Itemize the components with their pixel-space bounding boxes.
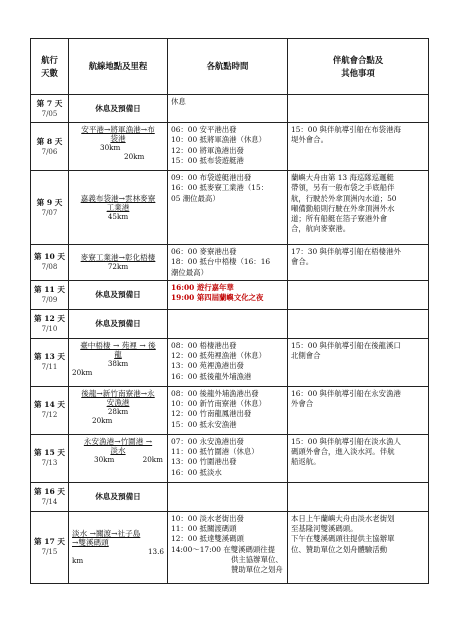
route-cell: 嘉義布袋港→雲林麥寮 工業港 45km	[69, 171, 168, 245]
day-cell: 第 14 天 7/12	[31, 386, 69, 434]
header-row	[31, 39, 429, 95]
time-cell: 08：00 梧棲港出發 12：00 抵苑裡漁港（休息） 13：00 苑裡漁港出發 16：00 抵後龍外埔漁港	[168, 338, 288, 386]
day-cell: 第 12 天 7/10	[31, 309, 69, 338]
route-cell: 休息及預備日	[69, 309, 168, 338]
table-row	[31, 511, 429, 583]
table-row	[31, 482, 429, 511]
route-cell: 休息及預備日	[69, 280, 168, 309]
note-cell: 15：00 與伴航導引船在淡水漁人 碼頭外會合，進入淡水河。伴航 船返航。	[288, 434, 429, 482]
note-cell	[288, 95, 429, 123]
table-row	[31, 245, 429, 281]
header-route: 航線地點及里程	[69, 39, 168, 95]
route-cell: 休息及預備日	[69, 482, 168, 511]
route-cell: 後龍→新竹南寮港→永 安漁港 28km 20km	[69, 386, 168, 434]
time-cell: 07：00 永安漁港出發 11：00 抵竹圍港（休息） 13：00 竹圍港出發 16：00 抵淡水	[168, 434, 288, 482]
note-cell: 本日上午蘭嶼大舟由淡水老街划 至基隆河雙溪碼頭。 下午在雙溪碼頭往提供主協辦單 位、贊助單位之划舟體驗活動	[288, 511, 429, 583]
time-cell: 10：00 淡水老街出發 11：00 抵關渡碼頭 12：00 抵達雙溪碼頭 14:00～17:00 在雙溪碼頭往提 供主協辦單位、 贊助單位之划舟	[168, 511, 288, 583]
day-cell: 第 8 天 7/06	[31, 123, 69, 171]
day-cell: 第 11 天 7/09	[31, 280, 69, 309]
time-cell: 09：00 布袋遊艇港出發 16：00 抵麥寮工業港（15： 05 潮位最高）	[168, 171, 288, 245]
note-cell	[288, 309, 429, 338]
note-cell: 15：00 與伴航導引船在後龍溪口 北側會合	[288, 338, 429, 386]
route-cell: 淡水 →關渡→社子島 →雙溪碼頭 13.6 km	[69, 511, 168, 583]
route-cell: 安平港→將軍漁港→布 袋港 30km 20km	[69, 123, 168, 171]
time-cell	[168, 482, 288, 511]
note-cell: 16：00 與伴航導引船在永安漁港 外會合	[288, 386, 429, 434]
table-row	[31, 280, 429, 309]
route-cell: 永安漁港→竹圍港 → 淡水 30km 20km	[69, 434, 168, 482]
route-cell: 臺中梧棲 → 苑裡 → 後 龍 38km 20km	[69, 338, 168, 386]
header-note: 伴航會合點及 其他事項	[288, 39, 429, 95]
note-cell: 17：30 與伴航導引船在梧棲港外 會合。	[288, 245, 429, 281]
header-day: 航行 天數	[31, 39, 69, 95]
route-cell: 休息及預備日	[69, 95, 168, 123]
time-cell: 06：00 安平港出發 10：00 抵將軍漁港（休息） 12：00 將軍漁港出發 15：00 抵布袋遊艇港	[168, 123, 288, 171]
day-cell: 第 9 天 7/07	[31, 171, 69, 245]
table-row	[31, 434, 429, 482]
note-cell	[288, 482, 429, 511]
event-cell: 16:00 遊行嘉年華 19:00 第四屆蘭嶼文化之夜	[168, 280, 288, 309]
day-cell: 第 7 天 7/05	[31, 95, 69, 123]
header-time: 各航點時間	[168, 39, 288, 95]
table-row	[31, 95, 429, 123]
table-row	[31, 171, 429, 245]
note-cell: 蘭嶼大舟由第 13 海巡隊巡邏艇 帶領，另有一般布袋之手底船伴 航，行駛於外傘頂洲內水道；50 噸備勤船則行駛在外傘頂洲外水 道；所有船艇在箔子寮港外會 合，航向麥寮港。	[288, 171, 429, 245]
route-cell: 麥寮工業港→彰化梧棲 72km	[69, 245, 168, 281]
schedule-table	[30, 38, 429, 584]
time-cell: 06：00 麥寮港出發 18：00 抵台中梧棲（16：16 潮位最高）	[168, 245, 288, 281]
table-row	[31, 338, 429, 386]
table-row	[31, 309, 429, 338]
day-cell: 第 13 天 7/11	[31, 338, 69, 386]
time-cell	[168, 309, 288, 338]
time-cell: 休息	[168, 95, 288, 123]
day-cell: 第 15 天 7/13	[31, 434, 69, 482]
day-cell: 第 16 天 7/14	[31, 482, 69, 511]
day-cell: 第 17 天 7/15	[31, 511, 69, 583]
note-cell	[288, 280, 429, 309]
note-cell: 15：00 與伴航導引船在布袋港海 堤外會合。	[288, 123, 429, 171]
day-cell: 第 10 天 7/08	[31, 245, 69, 281]
time-cell: 08：00 後龍外埔漁港出發 10：00 新竹南寮港（休息） 12：00 竹南龍鳳港出發 15：00 抵永安漁港	[168, 386, 288, 434]
table-row	[31, 123, 429, 171]
table-row	[31, 386, 429, 434]
